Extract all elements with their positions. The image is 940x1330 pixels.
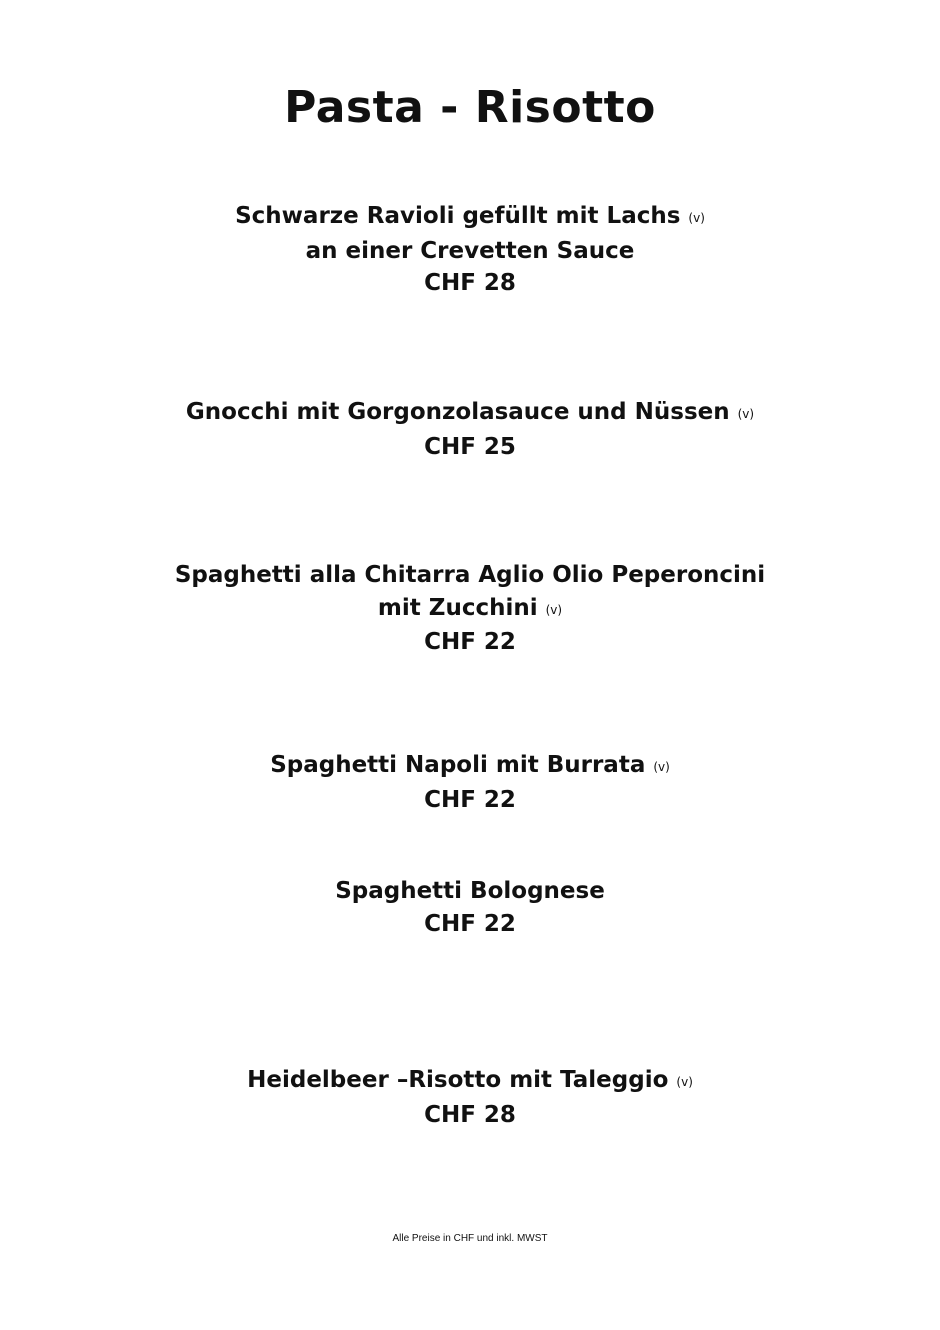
dish-name-text: mit Zucchini	[377, 594, 538, 621]
dish-name-line: Spaghetti alla Chitarra Aglio Olio Peperoncini	[174, 562, 766, 588]
dish-name-line	[0, 200, 940, 235]
vegetarian-marker: (v)	[676, 1075, 693, 1089]
vegetarian-marker: (v)	[653, 760, 670, 774]
menu-item-gnocchi	[0, 396, 940, 463]
menu-item-spaghetti-chitarra	[0, 559, 940, 659]
vegetarian-marker: (v)	[688, 211, 705, 225]
dish-name-text: Schwarze Ravioli gefüllt mit Lachs	[235, 203, 681, 229]
dish-name-text: Gnocchi mit Gorgonzolasauce und Nüssen	[185, 399, 730, 425]
dish-price: CHF 22	[424, 910, 516, 937]
menu-item-ravioli	[0, 200, 940, 300]
dish-price: CHF 28	[424, 1101, 516, 1128]
menu-item-spaghetti-bolognese	[0, 875, 940, 940]
vegetarian-marker: (v)	[737, 407, 755, 421]
page-title: Pasta - Risotto	[284, 82, 656, 133]
dish-name-line	[0, 749, 940, 784]
menu-item-heidelbeer-risotto	[0, 1064, 940, 1131]
dish-name-text: Heidelbeer –Risotto mit Taleggio	[247, 1067, 669, 1093]
dish-price: CHF 22	[424, 629, 516, 655]
dish-name-line	[0, 396, 940, 431]
dish-name-text: Spaghetti Napoli mit Burrata	[270, 752, 646, 778]
menu-item-spaghetti-napoli	[0, 749, 940, 816]
dish-name-line	[0, 592, 940, 627]
footer-note: Alle Preise in CHF und inkl. MWST	[392, 1233, 548, 1244]
dish-price: CHF 28	[424, 270, 516, 296]
dish-name-line: Spaghetti Bolognese	[335, 878, 605, 904]
dish-description-line: an einer Crevetten Sauce	[305, 237, 635, 264]
dish-price: CHF 22	[424, 786, 516, 813]
vegetarian-marker: (v)	[545, 602, 563, 617]
dish-name-line	[0, 1064, 940, 1099]
dish-price: CHF 25	[424, 433, 516, 460]
